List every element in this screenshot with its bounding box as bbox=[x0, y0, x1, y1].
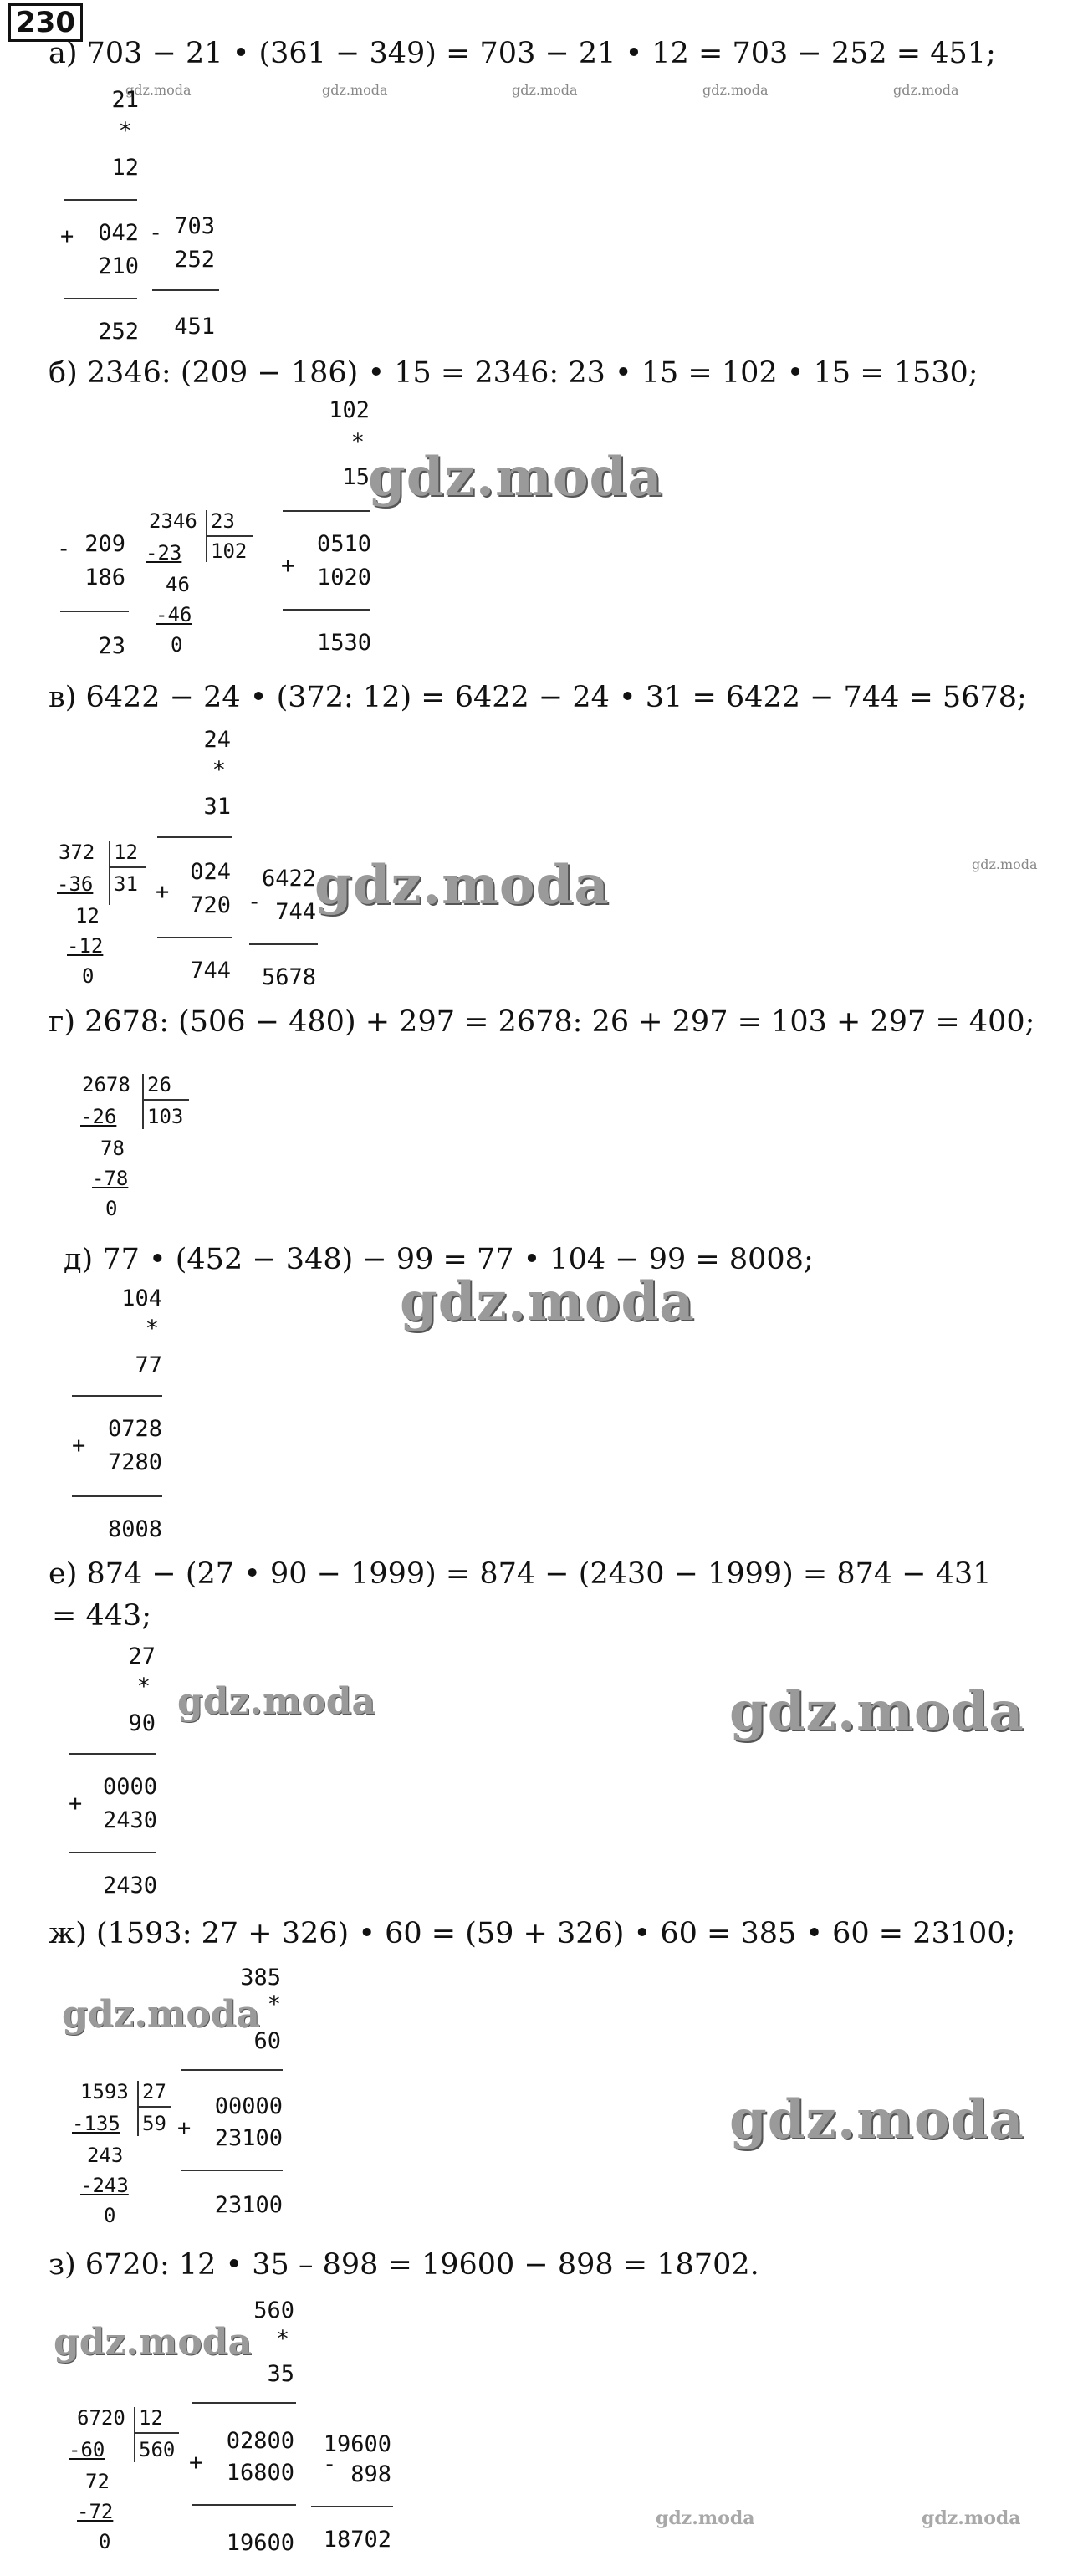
mult-partial: 0510 bbox=[316, 531, 371, 557]
mult-partial: 00000 bbox=[214, 2093, 283, 2119]
sub-operand: 6422 bbox=[261, 866, 316, 892]
div-step: -26 bbox=[80, 1105, 117, 1128]
mult-partial: 0000 bbox=[102, 1774, 157, 1800]
div-dividend: 6720 bbox=[77, 2406, 125, 2430]
mult-operand: 77 bbox=[135, 1352, 162, 1378]
div-step: 243 bbox=[87, 2144, 124, 2167]
equation-g: г) 2678: (506 − 480) + 297 = 2678: 26 + 297 = 103 + 297 = 400; bbox=[49, 1005, 1035, 1039]
mult-operand: 12 bbox=[111, 155, 139, 181]
mult-result: 744 bbox=[190, 958, 231, 984]
rule-line bbox=[192, 2504, 296, 2506]
div-dividend: 2346 bbox=[149, 509, 197, 533]
sub-result: 451 bbox=[174, 314, 215, 340]
minus-sign: - bbox=[248, 889, 262, 915]
sub-result: 23 bbox=[98, 633, 125, 659]
mult-operand: 560 bbox=[253, 2297, 294, 2323]
div-divisor: 12 bbox=[139, 2406, 163, 2430]
rule-line bbox=[181, 2069, 283, 2071]
watermark-large: gdz.moda bbox=[400, 1270, 695, 1333]
equation-v: в) 6422 − 24 • (372: 12) = 6422 − 24 • 31 = 6422 − 744 = 5678; bbox=[49, 681, 1027, 714]
mult-sign: * bbox=[350, 429, 365, 455]
mult-partial: 7280 bbox=[107, 1449, 162, 1475]
div-bracket bbox=[142, 1074, 144, 1129]
mult-sign: * bbox=[267, 1991, 281, 2017]
div-step: 0 bbox=[104, 2204, 116, 2227]
equation-a: а) 703 − 21 • (361 − 349) = 703 − 21 • 12 = 703 − 252 = 451; bbox=[49, 37, 996, 70]
mult-operand: 102 bbox=[329, 397, 370, 423]
plus-sign: + bbox=[69, 1791, 83, 1817]
mult-operand: 21 bbox=[111, 87, 139, 113]
mult-operand: 104 bbox=[121, 1285, 162, 1311]
rule-line bbox=[157, 836, 232, 838]
div-quotient: 103 bbox=[147, 1105, 184, 1128]
mult-operand: 31 bbox=[203, 794, 231, 820]
watermark-large: gdz.moda bbox=[729, 2088, 1024, 2151]
mult-result: 252 bbox=[98, 319, 139, 345]
div-bracket bbox=[142, 1099, 189, 1101]
div-step: -46 bbox=[156, 603, 192, 626]
mult-result: 1530 bbox=[316, 630, 371, 656]
div-divisor: 26 bbox=[147, 1073, 171, 1096]
mult-operand: 24 bbox=[203, 727, 231, 753]
div-step: 72 bbox=[85, 2470, 110, 2493]
mult-operand: 15 bbox=[342, 464, 370, 490]
div-bracket bbox=[137, 2081, 139, 2136]
watermark-small: gdz.moda bbox=[512, 82, 578, 98]
mult-sign: * bbox=[136, 1674, 151, 1699]
div-step: 0 bbox=[171, 633, 183, 657]
mult-partial: 2430 bbox=[102, 1807, 157, 1833]
div-bracket bbox=[137, 2106, 171, 2108]
rule-line bbox=[152, 289, 219, 291]
div-step: 0 bbox=[82, 964, 95, 988]
mult-sign: * bbox=[118, 118, 132, 144]
mult-partial: 210 bbox=[98, 253, 139, 279]
mult-result: 2430 bbox=[102, 1873, 157, 1899]
minus-sign: - bbox=[57, 536, 71, 562]
div-step: 0 bbox=[99, 2530, 111, 2553]
div-step: -12 bbox=[67, 934, 104, 958]
task-number-badge: 230 bbox=[8, 3, 83, 42]
watermark-medium: gdz.moda bbox=[177, 1680, 376, 1723]
watermark-small: gdz.moda bbox=[893, 82, 959, 98]
sub-operand: 703 bbox=[174, 213, 215, 239]
mult-partial: 16800 bbox=[226, 2460, 294, 2486]
div-dividend: 372 bbox=[59, 841, 95, 864]
div-dividend: 1593 bbox=[80, 2080, 129, 2103]
rule-line bbox=[181, 2170, 283, 2171]
sub-result: 18702 bbox=[323, 2527, 391, 2553]
mult-partial: 23100 bbox=[214, 2125, 283, 2151]
rule-line bbox=[249, 943, 318, 945]
watermark-small: gdz.moda bbox=[322, 82, 388, 98]
div-step: 12 bbox=[75, 904, 100, 928]
mult-partial: 024 bbox=[190, 859, 231, 885]
mult-partial: 042 bbox=[98, 220, 139, 246]
equation-b: б) 2346: (209 − 186) • 15 = 2346: 23 • 15 = 102 • 15 = 1530; bbox=[49, 356, 978, 390]
plus-sign: + bbox=[177, 2115, 192, 2141]
mult-sign: * bbox=[212, 757, 226, 783]
plus-sign: + bbox=[60, 223, 74, 249]
div-bracket bbox=[134, 2432, 179, 2434]
mult-operand: 385 bbox=[240, 1965, 281, 1991]
div-quotient: 31 bbox=[114, 872, 138, 896]
div-divisor: 23 bbox=[211, 509, 235, 533]
rule-line bbox=[69, 1753, 156, 1755]
watermark-small: gdz.moda bbox=[656, 2507, 755, 2529]
mult-result: 19600 bbox=[226, 2530, 294, 2556]
sub-operand: 209 bbox=[84, 531, 125, 557]
rule-line bbox=[283, 510, 370, 512]
mult-partial: 0728 bbox=[107, 1416, 162, 1442]
sub-operand: 19600 bbox=[323, 2431, 391, 2457]
mult-result: 23100 bbox=[214, 2192, 283, 2218]
mult-result: 8008 bbox=[107, 1516, 162, 1542]
div-quotient: 102 bbox=[211, 539, 248, 563]
rule-line bbox=[64, 298, 137, 299]
div-step: 0 bbox=[105, 1197, 118, 1220]
div-step: -23 bbox=[146, 541, 182, 565]
rule-line bbox=[69, 1852, 156, 1853]
watermark-large: gdz.moda bbox=[368, 446, 663, 509]
sub-result: 5678 bbox=[261, 964, 316, 990]
rule-line bbox=[283, 609, 370, 611]
div-step: -36 bbox=[57, 872, 94, 896]
div-step: -72 bbox=[77, 2500, 114, 2523]
div-quotient: 560 bbox=[139, 2438, 176, 2461]
div-step: -243 bbox=[80, 2174, 129, 2197]
mult-sign: * bbox=[275, 2326, 289, 2352]
div-step: -78 bbox=[92, 1167, 129, 1190]
sub-operand: 744 bbox=[275, 899, 316, 925]
mult-operand: 60 bbox=[253, 2028, 281, 2054]
equation-e-line2: = 443; bbox=[52, 1599, 152, 1633]
plus-sign: + bbox=[189, 2450, 203, 2476]
rule-line bbox=[192, 2402, 296, 2404]
div-quotient: 59 bbox=[142, 2112, 166, 2135]
div-bracket bbox=[206, 535, 253, 537]
watermark-large: gdz.moda bbox=[729, 1680, 1024, 1743]
mult-sign: * bbox=[145, 1316, 159, 1342]
plus-sign: + bbox=[156, 879, 170, 905]
equation-d: д) 77 • (452 − 348) − 99 = 77 • 104 − 99 = 8008; bbox=[64, 1243, 814, 1276]
div-step: 78 bbox=[100, 1137, 125, 1160]
mult-partial: 02800 bbox=[226, 2428, 294, 2454]
sub-operand: 186 bbox=[84, 565, 125, 590]
rule-line bbox=[311, 2506, 393, 2507]
mult-operand: 90 bbox=[128, 1710, 156, 1736]
equation-z: з) 6720: 12 • 35 – 898 = 19600 − 898 = 18702. bbox=[49, 2248, 759, 2282]
div-dividend: 2678 bbox=[82, 1073, 130, 1096]
rule-line bbox=[157, 937, 232, 938]
sub-operand: 252 bbox=[174, 247, 215, 273]
div-step: -60 bbox=[69, 2438, 105, 2461]
equation-zh: ж) (1593: 27 + 326) • 60 = (59 + 326) • 60 = 385 • 60 = 23100; bbox=[49, 1917, 1016, 1950]
watermark-small: gdz.moda bbox=[702, 82, 769, 98]
watermark-medium: gdz.moda bbox=[54, 2321, 253, 2364]
div-divisor: 12 bbox=[114, 841, 138, 864]
rule-line bbox=[64, 199, 137, 201]
rule-line bbox=[72, 1495, 162, 1497]
div-step: -135 bbox=[72, 2112, 120, 2135]
minus-sign: - bbox=[149, 220, 163, 246]
watermark-medium: gdz.moda bbox=[62, 1993, 261, 2036]
equation-e-line1: е) 874 − (27 • 90 − 1999) = 874 − (2430 − 1999) = 874 − 431 bbox=[49, 1557, 992, 1591]
rule-line bbox=[60, 611, 129, 612]
watermark-small: gdz.moda bbox=[922, 2507, 1021, 2529]
rule-line bbox=[72, 1395, 162, 1397]
watermark-small: gdz.moda bbox=[972, 856, 1038, 872]
plus-sign: + bbox=[281, 553, 295, 579]
div-bracket bbox=[134, 2407, 135, 2462]
mult-operand: 27 bbox=[128, 1643, 156, 1669]
div-bracket bbox=[109, 841, 110, 905]
div-step: 46 bbox=[166, 573, 190, 596]
watermark-large: gdz.moda bbox=[314, 854, 610, 917]
mult-operand: 35 bbox=[267, 2361, 294, 2387]
mult-partial: 1020 bbox=[316, 565, 371, 590]
minus-sign: - bbox=[323, 2451, 337, 2477]
div-divisor: 27 bbox=[142, 2080, 166, 2103]
mult-partial: 720 bbox=[190, 892, 231, 918]
plus-sign: + bbox=[72, 1433, 86, 1459]
div-bracket bbox=[109, 866, 146, 868]
sub-operand: 898 bbox=[350, 2461, 391, 2487]
watermark-small: gdz.moda bbox=[125, 82, 192, 98]
